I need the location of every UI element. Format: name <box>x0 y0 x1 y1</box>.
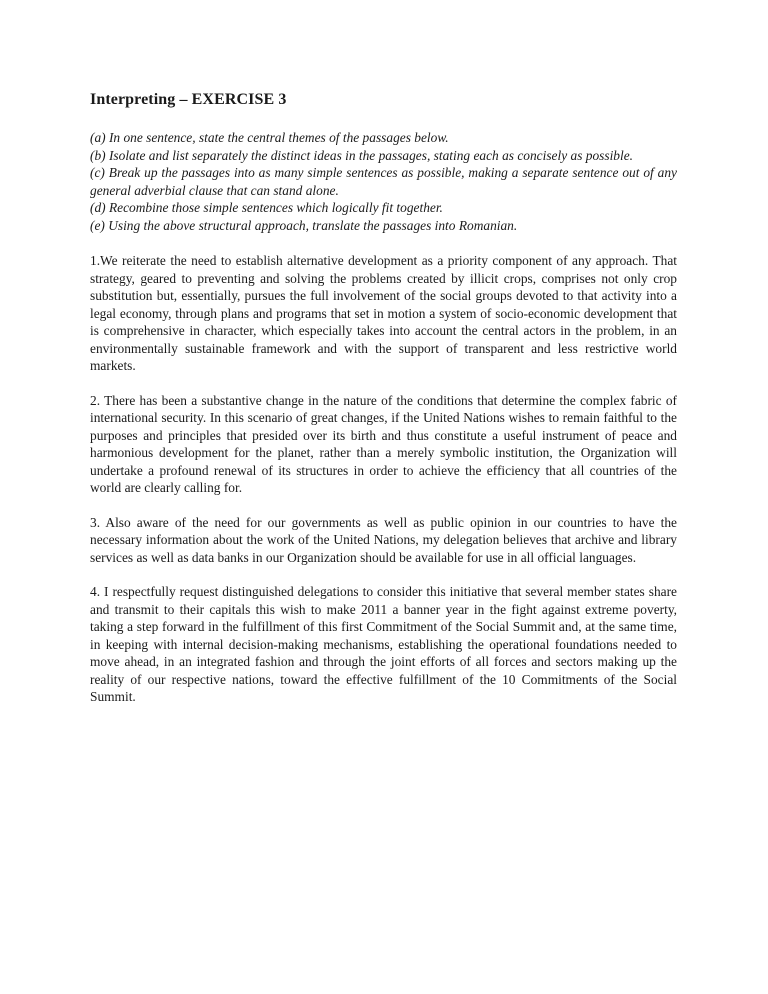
instruction-a: (a) In one sentence, state the central themes of the passages below. <box>90 130 449 145</box>
page-title: Interpreting – EXERCISE 3 <box>90 91 287 108</box>
passage-3: 3. Also aware of the need for our governments as well as public opinion in our countries to have the necessary information about the work of the United Nations, my delegation believes that archive and library services as well as data banks in our Organization should be available for use in all official languages. <box>90 514 677 565</box>
passage-1: 1.We reiterate the need to establish alternative development as a priority component of any approach. That strategy, geared to preventing and solving the problems created by illicit crops, comprises not only crop substitution but, essentially, pursues the full involvement of the social groups devoted to that activity into a legal economy, through plans and programs that set in motion a system of socio-economic development that is comprehensive in character, which especially takes into account the central actors in the problem, in an environmentally sustainable framework and with the support of transparent and less restrictive world markets. <box>90 253 677 373</box>
document-page <box>90 90 677 723</box>
instruction-e: (e) Using the above structural approach, translate the passages into Romanian. <box>90 217 518 233</box>
passage-4: 4. I respectfully request distinguished delegations to consider this initiative that several member states share and transmit to their capitals this wish to make 2011 a banner year in the fight against extreme poverty, taking a step forward in the fulfillment of this first Commitment of the Social Summit and, at the same time, in keeping with internal decision-making mechanisms, establishing the operational foundations needed to move ahead, in an integrated fashion and through the joint efforts of all forces and sectors making up the reality of our respective nations, toward the effective fulfillment of the 10 Commitments of the Social Summit. <box>90 584 677 704</box>
instruction-c: (c) Break up the passages into as many simple sentences as possible, making a separate sentence out of any general adverbial clause that can stand alone. <box>90 165 677 198</box>
passage-2: 2. There has been a substantive change in the nature of the conditions that determine the complex fabric of international security. In this scenario of great changes, if the United Nations wishes to remain faithful to the purposes and principles that presided over its birth and thus constitute a useful instrument of peace and harmonious development for the planet, rather than a merely symbolic institution, the Organization will undertake a profound renewal of its structures in order to achieve the efficiency that all countries of the world are clearly calling for. <box>90 392 677 495</box>
instructions-list <box>90 129 677 234</box>
instruction-b: (b) Isolate and list separately the distinct ideas in the passages, stating each as concisely as possible. <box>90 147 633 163</box>
instruction-d: (d) Recombine those simple sentences which logically fit together. <box>90 200 443 215</box>
